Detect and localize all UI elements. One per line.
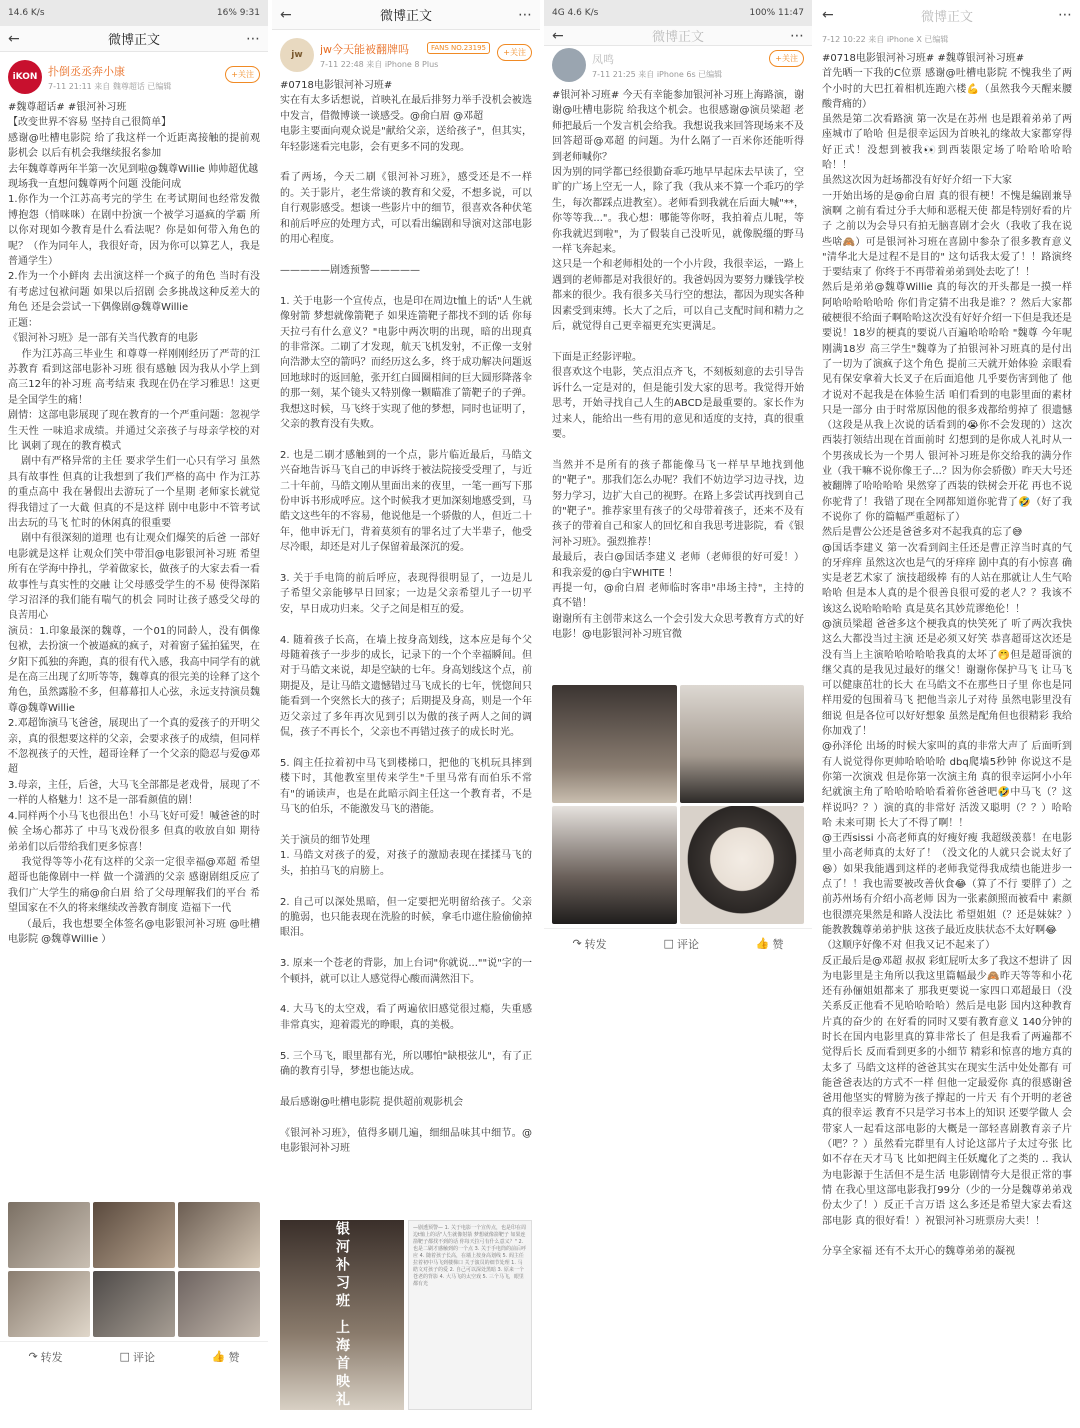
photo[interactable] — [680, 806, 805, 924]
status-bar — [0, 0, 268, 26]
post-body: #0718电影银河补习班# 实在有太多话想说，首映礼在最后排努力举手没机会被选中发言，借微博谈一谈感受。@俞白眉 @邓超 电影主要面向观众说是"献给父亲，送给孩子"，但其实，年轻影迷看完电影，会有更多不同的发现。 看了两场，今天二刷《银河补习班》，感受还是不一样的。关于影片，老生常谈的教育和父爱，不想多说，可以自行观影感受。想谈一些影片中的细节，很喜欢各种伏笔和前后呼应的处理方式，可以看出编剧和导演对这部电影的用心程度。 —————剧透预警————— 1. 关于电影一个宣传点，也是印在周边t恤上的话"人生就像射箭 梦想就像箭靶子 如果连箭靶子都找不到的话 你每天拉弓有什么意义？"电影中两次明的出现，暗的出现真的非常深。二刷了才发现，航天飞机发射，不正像一支射向浩渺太空的箭吗？而经历这么多，终于成功解决问题返回地球时的返回舱，张开红白圆圈相间的巨大圆形降落伞的那一刻，某个镜头又特别像一颗瞄准了箭靶子的子弹。我想这时候，马飞终于实现了他的梦想，同时也证明了，父亲的教育没有失败。 2. 也是二刷才感触到的一个点，影片临近最后，马皓文兴奋地告诉马飞自己的申诉终于被法院接受受理了，与近二十年前，马皓文刚从里面出来的夜里，一笔一画写下那份申诉书形成呼应。这个时候我才更加深刻地感受到，马皓文这些年的不容易，他说他是一个骄傲的人，但近二十年，他申诉无门，背着莫须有的罪名过了大半辈子，他受尽冷眼，却还是对儿子保留着最深沉的爱。 3. 关于手电筒的前后呼应，表现得很明显了，一边是儿子希望父亲能够早日回家；一边是父亲希望儿子一切平安，早日成功归来。父子之间是相互的爱。 4. 随着孩子长高，在墙上按身高划线，这本应是每个父母随着孩子一步步的成长，记录下的一个个幸福瞬间。但对于马皓文来说，却是空缺的七年。身高划线这个点，前期提及，是让马皓文遗憾错过马飞成长的七年，恍惚间只能看到一个突然长大的孩子；后期提及身高，则是一个年迈父亲过了多年再次见到引以为傲的孩子两人之间的调侃，孩子不再长个，父亲也不再错过孩子的成长时光。 5. 阎主任拉着初中马飞到楼梯口，把他的飞机玩具摔到楼下时，其他教室里传来学生"千里马常有而伯乐不常有"的诵读声，也是在此暗示阎主任这一个教育者，不是马飞的伯乐，不能激发马飞的潜能。 关于演员的细节处理 1. 马皓文对孩子的爱，对孩子的激励表现在揉揉马飞的头，拍拍马飞的肩膀上。 2. 自己可以深处黑暗，但一定要把光明留给孩子。父亲的脆弱，也只能表现在洗脸的时候，拿毛巾遮住脸偷偷掉眼泪。 3. 原来一个苍老的背影，加上台词"你就说...""说"字的一个顿抖，就可以让人感觉得心酸而满然泪下。 4. 大马飞的太空戏，看了两遍依旧感觉很过瘾，失重感非常真实，迎着霞光的睁眼，真的美极。 5. 三个马飞，眼里都有光，所以哪怕"缺根弦儿"，有了正确的教育引导，梦想也能达成。 最后感谢@吐槽电影院 提供超前观影机会 《银河补习班》，值得多刷几遍，细细品味其中细节。@电影银河补习班 — [280, 80, 532, 1155]
movie-poster-photo[interactable]: 银河补习班 上海首映礼 — [280, 1220, 404, 1410]
page-title: 微博正文 — [651, 30, 704, 45]
nav-bar — [544, 26, 812, 46]
page-title: 微博正文 — [379, 9, 432, 24]
repost-button[interactable]: ↷ 转发 — [572, 937, 607, 951]
thumbs-up-icon: 👍 — [755, 937, 770, 950]
weibo-post-column-1 — [0, 0, 268, 1428]
post-header — [272, 30, 540, 76]
avatar[interactable] — [552, 48, 586, 82]
photo[interactable] — [178, 1271, 260, 1337]
status-bar — [544, 0, 812, 26]
more-icon[interactable]: ⋯ — [517, 6, 532, 23]
comment-button[interactable]: □ 评论 — [119, 1350, 155, 1364]
repost-icon: ↷ — [28, 1350, 38, 1363]
post-header — [544, 46, 812, 86]
back-arrow-icon[interactable]: ← — [552, 27, 564, 44]
status-right: 16% 9:31 — [216, 8, 260, 18]
thumbs-up-icon: 👍 — [211, 1350, 226, 1363]
repost-button[interactable]: ↷ 转发 — [28, 1350, 63, 1364]
follow-button[interactable]: +关注 — [769, 50, 804, 67]
back-arrow-icon[interactable]: ← — [822, 7, 834, 23]
back-arrow-icon[interactable]: ← — [280, 6, 292, 23]
comment-icon: □ — [663, 937, 674, 950]
photo[interactable] — [178, 1202, 260, 1268]
like-button[interactable]: 👍 赞 — [211, 1350, 240, 1364]
back-arrow-icon[interactable]: ← — [8, 30, 20, 47]
nav-bar — [0, 26, 268, 52]
weibo-post-column-3 — [544, 0, 812, 1428]
photo[interactable] — [8, 1202, 90, 1268]
action-bar — [0, 1341, 268, 1371]
photo[interactable] — [680, 685, 805, 803]
status-left: 14.6 K/s — [8, 8, 45, 18]
avatar[interactable]: jw — [280, 38, 314, 72]
post-body: #0718电影银河补习班# #魏尊银河补习班# 首先晒一下我的C位票 感谢@吐槽电影院 不愧我坐了两个小时的大巴扛着相机连跑六楼💪（虽然我今天醒来腰酸背痛的） 虽然是第二次看路演 第一次是在苏州 也是跟着弟弟了两座城市了哈哈 但是很幸运因为首映礼的缘故大家都穿得好正式！没想到被我👀到西装限定场了哈哈哈哈哈哈！！ 虽然这次因为赶场都没有好好介绍一下大家 一开始出场的是@俞白眉 真的很有梗！不愧是编剧兼导演啊 之前有看过分手大师和恶棍天使 都是特别好看的片子 之前以为会导只有拍无脑喜剧才会火（我收了我在说些啥🙈）可是银河补习班在喜剧中参杂了很多教育意义 "清华北大是过程不是目的" 这句话我太爱了！！路演终于要结束了 你终于不再带着弟弟到处去吃了！！ 然后是弟弟@魏尊Willie 真的每次的开头都是一摸一样阿哈哈哈哈哈哈 你们肯定猜不出我是谁？？然后大家都破梗很不给面子啊哈哈这次没有好好介绍一下但是我还是要说！18岁的梗真的要说八百遍哈哈哈哈 "魏尊 今年呢刚满18岁 高三学生"魏尊为了拍银河补习班真的是付出了一切为了演疯子这个角色 提前三天就开始体验 亲眼看见有保安拿着大长叉子在后面追他 几乎要伤害到他了 他才说对不起我是在体验生活 咱们看到的电影里面的素材只是一部分 由于时常原因他的很多戏都给剪掉了 很遗憾（这段是从我上次说的话看到的😭你不会发现的）这次西装打领结出现在首面前时 幻想到的是你成人礼时从一个男孩成长为一个男人 银河补习班是你交给我的满分作业（我干嘛不说你像王子...？因为你会骄傲）昨天大号还被翻牌了哈哈哈哈 果然穿了西装的铁树会开花 再也不说你驼背了！我错了现在全网都知道你驼背了🤣（好了我不说你了 你的篇幅严重超标了） 然后是曹公公还是爸爸多对不起我真的忘了😅 @国话李建义 第一次看到阎主任还是曹正淳当时真的气的牙痒痒 虽然这次也是气的牙痒痒 剧中真的有小惊喜 确实是老艺术家了 演技超级棒 有的人站在那就让人生气哈哈哈 但是本人真的是个很善良很可爱的老人？？我该不该这么说哈哈哈哈 真是莫名其妙荒谬绝伦！！ @演员梁超 爸爸多这个梗我真的快笑死了 听了两次我快这么大都没当过主演 还是必须又好笑 恭喜超哥这次还是没有当上主演哈哈哈哈哈我真的太坏了🤭但是超哥演的继父真的是我见过最好的继父！谢谢你保护马飞 让马飞可以健康茁壮的长大 在马皓文不在那些日子里 你也是同样用爱的包围着马飞 把他当亲儿子对待 虽然电影里没有细说 但是各位可以好好想象 虽然是配角但也很精彩 我给你加戏了！ @孙泽伦 出场的时候大家叫的真的非常大声了 后面听到有人说觉得你更帅哈哈哈哈 dbq爬墙5秒钟 你说这不是你第一次演戏 但是你第一次演主角 真的很幸运阿小小年纪就演主角了哈哈哈哈哈看着你爸爸吧🤣中马飞（？这样说吗？？）演的真的非常好 活泼又聪明（？？）哈哈哈 未来可期 长大了不得了啊！！ @王西sissi 小高老师真的好瘦好瘦 我超级羡慕！在电影里小高老师真的太好了！（没文化的人就只会说太好了😆）如果我能遇到这样的老师我觉得我成绩也能进步一点了！！我也需要被改善伙食😂（算了不行 要胖了）之前苏州场有介绍小高老师 因为一张素颜照而被看中 素颜也很漂亮果然是和路人没法比 希望姐姐（？还是妹妹？）能教教魏尊弟弟护肤 这孩子最近皮肤状态不太好啊😂 （这顺序好像不对 但我又记不起来了） 反正最后是@邓超 叔叔 彩虹屁听太多了我这不想讲了 因为电影里是主角所以我这里篇幅最少🙈昨天等等和小花还有孙俪姐姐都来了 那我更要说一家四口邓超最日（没关系反正他看不见哈哈哈哈）然后是电影 国内这种教育片真的奋少的 在好看的同时又要有教育意义 140分钟的时长在国内电影里真的算非常长了 但是我看了两遍都不觉得后长 反而看到更多的小细节 精彩和惊喜的地方真的太多了 马皓文这样的爸爸其实在现实生活中处处都有 可能爸爸表达的方式不一样 但他一定最爱你 真的很感谢爸爸用他坚实的臂膀为孩子撑起的一片天 有个开明的老爸真的很幸运 教育不只是学习书本上的知识 还要学做人 会带家人一起看这部电影的大概是一部轻喜剧教育亲子片（吧？？）虽然看完群里有人讨论这部片子太过夸张 比如不存在天才马飞 比如把阎主任妖魔化了之类的 .. 我认为电影源于生活但不是生活 电影剧情夸大是很正常的事情 在我心里这部电影我打99分（少的一分是魏尊弟弟戏份太少了！）反正千言万语 这么多还是希望大家去看这部电影 真的很好看！）祝银河补习班票房大卖！！ 分享全家福 还有不太开心的魏尊弟弟的凝视 — [822, 53, 1072, 1258]
status-left: 4G 4.6 K/s — [552, 8, 599, 18]
user-name[interactable]: jw今天能被翻牌吗 — [320, 42, 410, 56]
post-meta: 7-11 21:25 来自 iPhone 6s 已编辑 — [592, 69, 723, 79]
post-meta: 7-11 22:48 来自 iPhone 8 Plus — [320, 59, 439, 69]
follow-button[interactable]: +关注 — [497, 44, 532, 61]
photo[interactable] — [93, 1202, 175, 1268]
user-name[interactable]: 扑倒丞丞奔小康 — [48, 64, 125, 78]
post-meta: 7-11 21:11 来自 魏尊超话 已编辑 — [48, 81, 172, 91]
page-title: 微博正文 — [107, 33, 160, 48]
more-icon[interactable]: ⋯ — [789, 27, 804, 44]
user-name[interactable]: 凤鸣 — [592, 52, 614, 66]
avatar[interactable]: iKON — [8, 60, 42, 94]
fans-badge: FANS NO.23195 — [427, 42, 490, 54]
text-screenshot-photo[interactable]: —剧透预警— 1. 关于电影一个宣传点，也是印在周边t恤上的话"人生就像射箭 梦想就像箭靶子 如果连箭靶子都找不到的话 你每天拉弓有什么意义？" 2. 也是二刷才感触到的一个点 3. 关于手电筒的前后呼应 4. 随着孩子长高，在墙上按身高划线 5. 阎主任拉着初中马飞到楼梯口 关于演员的细节处理 1. 马皓文对孩子的爱 2. 自己可以深处黑暗 3. 原来一个苍老的背影 4. 大马飞的太空戏 5. 三个马飞，眼里都有光 — [408, 1220, 532, 1410]
photo-grid — [544, 681, 812, 928]
photo[interactable] — [552, 685, 677, 803]
action-bar — [544, 928, 812, 958]
comment-icon: □ — [119, 1350, 130, 1363]
follow-button[interactable]: +关注 — [225, 66, 260, 83]
post-body: #银河补习班# 今天有幸能参加银河补习班上海路演，谢谢@吐槽电影院 给我这个机会。也很感谢@演员梁超 老师把最后一个发言机会给我。我想说我来回答现场来不及回答超哥@邓超 的问题。为什么隔了一百米你还能听得到老师喊你？ 因为别的同学都已经很勤奋乖巧地早早起床去早读了，空旷的广场上空无一人，除了我（我从来不算一个乖巧的学生，每次都踩点进教室）。老师看到我就在后面大喊"**，你等等我..."。我心想：哪能等你呀，我拍着点儿呢，等你我就迟到啦"，为了假装自己没听见，就像脱缰的野马一样飞奔起来。 这只是一个和老师相处的一个小片段，我很幸运，一路上遇到的老师都是对我很好的。我爸妈因为要努力赚钱学校都来的很少。我有很多关马行空的想法，都因为现实各种因素受到束缚。长大了之后，可以自己支配时间和精力之后，就觉得自己更幸福更充实更满足。 下面是正经影评啦。 很喜欢这个电影，笑点泪点齐飞，不刻板刻意的去引导告诉什么一定是对的，但是能引发大家的思考。我觉得开始思考，开始寻找自己人生的ABCD是最重要的。家长作为过来人，能给出一些有用的意见和适度的支持，真的很重要。 当然并不是所有的孩子都能像马飞一样早早地找到他的"靶子"。那我们怎么办呢？我们不妨边学习边寻找，边努力学习，边扩大自己的视野。在路上多尝试再找到自己的"靶子"。推荐家里有孩子的父母带着孩子，还来不及有孩子的带着自己和家人的回忆和自我思考进影院，看《银河补习班》。强烈推荐！ 最最后，表白@国话李建义 老师（老师很的好可爱！）和我亲爱的@白宇WHITE ！ 再提一句，@俞白眉 老师临时客串"串场主持"，主持的真不错！ 谢谢所有主创带来这么一个会引发大众思考教育方式的好电影！@电影银河补习班官微 — [552, 90, 804, 641]
photo[interactable] — [93, 1271, 175, 1337]
repost-icon: ↷ — [572, 937, 582, 950]
post-meta: 7-12 10:22 来自 iPhone X 已编辑 — [822, 35, 949, 44]
more-icon[interactable]: ⋯ — [245, 30, 260, 47]
more-icon[interactable]: ⋯ — [1057, 7, 1072, 23]
comment-button[interactable]: □ 评论 — [663, 937, 699, 951]
weibo-post-column-2 — [272, 0, 540, 1428]
page-title: 微博正文 — [920, 9, 973, 25]
photo[interactable] — [8, 1271, 90, 1337]
photo-grid — [272, 1216, 540, 1414]
status-right: 100% 11:47 — [749, 8, 804, 18]
post-header — [0, 52, 268, 98]
nav-bar — [272, 0, 540, 30]
nav-bar — [814, 0, 1080, 30]
photo-grid — [0, 1198, 268, 1341]
photo[interactable] — [552, 806, 677, 924]
like-button[interactable]: 👍 赞 — [755, 937, 784, 951]
weibo-post-column-4 — [814, 0, 1080, 1428]
post-body: #魏尊超话# #银河补习班 【改变世界不容易 坚持自己很简单】 感谢@吐槽电影院 给了我这样一个近距离接触的提前观影机会 以后有机会我继续报名参加 去年魏尊尊两年半第一次见到啦@魏尊Willie 帅帅超优越 现场我一直想问魏尊两个问题 没能问成 1.你作为一个江苏高考完的学生 在考试期间也经常发微博抱怨（悄咪咪）在剧中扮演一个被学习逼疯的学霸 所以你对现如今教育是什么看法呢？你是如何带入角色的呢？（作为同年人，我很好奇，因为你可以算艺人，我是普通学生） 2.作为一个小鲜肉 去出演这样一个疯子的角色 当时有没有考虑过包袱问题 如果以后招剧 会多挑战这种反差大的角色 还是会尝试一下偶像剧@魏尊Willie 正题： 《银河补习班》是一部有关当代教育的电影 作为江苏高三毕业生 和尊尊一样刚刚经历了严苛的江苏教育 看到这部电影补习班 很有感触 因为我从小学上到高三12年的补习班 高考结束 我现在仍在学习雅思！这更是全国学生的痛！ 剧情：这部电影展现了现在教育的一个严重问题：忽视学生天性 一味追求成绩。并通过父亲孩子与母亲学校的对比 讽刺了现在的教育模式 剧中有严格异常的主任 要求学生们一心只有学习 虽然具有故事性 但真的让我想到了我们严格的高中 作为江苏的重点高中 我在暑假出去游玩了一个星期 老师家长就觉得我错过了一大截 但真的不是这样 剧中电影中不管考试出去玩的马飞 忙时的休闲真的很重要 剧中有很深刻的道理 也有让观众们爆笑的后爸 一部好电影就是这样 让观众们笑中带泪@电影银河补习班 希望所有在学海中挣扎，学着做家长，做孩子的大家去看一看 故事性与真实性的交融 让父母感受学生的不易 使得深陷学习沼泽的我们能有喘气的机会 同时让孩子感受父母的良苦用心 演员：1.印象最深的魏尊，一个01的同龄人，没有偶像包袱，去扮演一个被逼疯的疯子，对着窗子猛拍猛哭，在夕阳下孤独的奔跑，真的很有代入感，我高中同学有的就是在高三出现了幻听等等，魏尊真的很完美的诠释了这个角色，虽然露脸不多，但幕幕扣人心弦，永远支持演员魏尊@魏尊Willie 2.邓超饰演马飞爸爸，展现出了一个真的爱孩子的开明父亲，真的很想要这样的父亲，会要求孩子的成绩，但同样不忽视孩子的天性，超哥诠释了一个父亲的隐忍与爱@邓超 3.母亲，主任，后爸，大马飞全部都是老戏骨，展现了不一样的人格魅力！这不是一部看颜值的剧！ 4.同样两个小马飞也很出色！小马飞好可爱！喊爸爸的时候 全场心都苏了 中马飞戏份很多 但真的收放自如 期待弟弟们以后带给我们更多惊喜！ 我觉得等等小花有这样的父亲一定很幸福@邓超 希望超哥也能像剧中一样 做一个潇洒的父亲 感谢剧组反应了我们广大学生的痛@俞白眉 给了父母理解我们的平台 希望国家在不久的将来继续改善教育制度 造福下一代 （最后，我也想要全体签名@电影银河补习班 @吐槽电影院 @魏尊Willie ） — [8, 102, 261, 945]
